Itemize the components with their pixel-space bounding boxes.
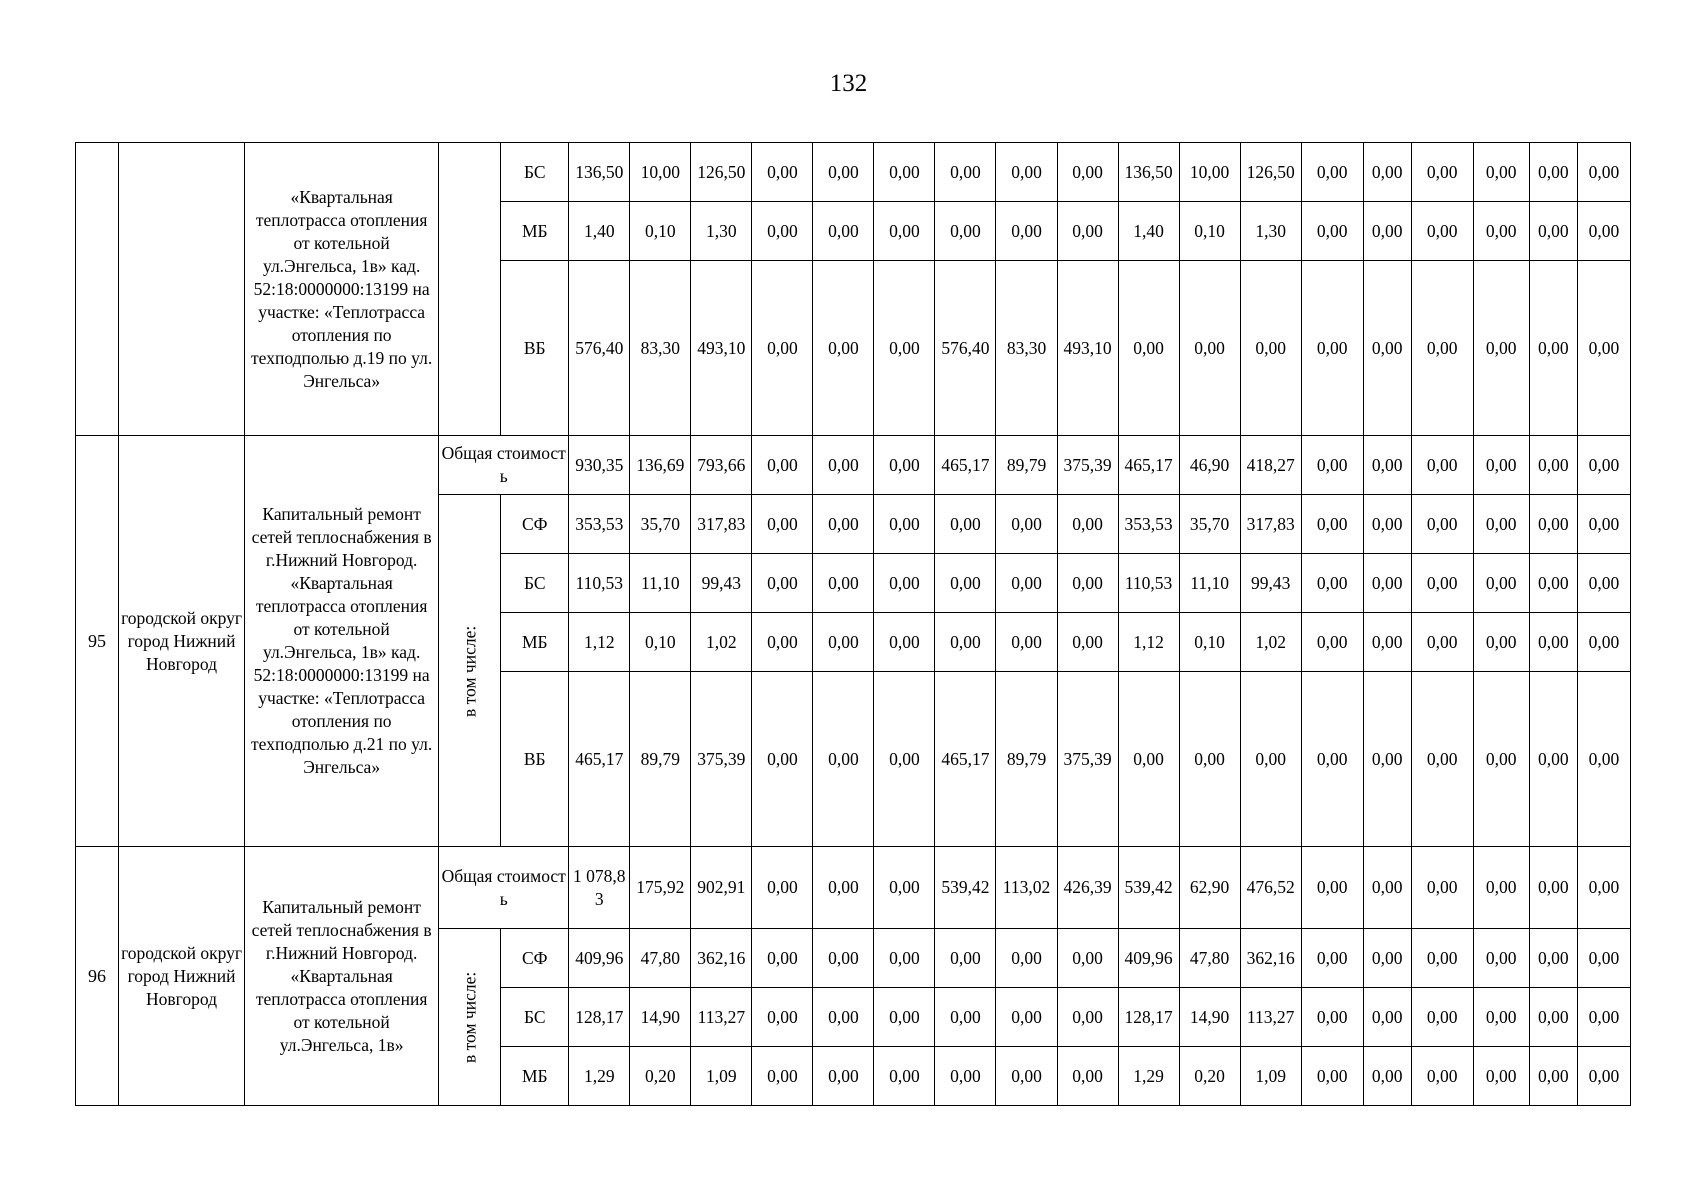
value-cell: 362,16 — [1240, 929, 1301, 988]
value-cell: 375,39 — [691, 672, 752, 847]
value-cell: 0,00 — [813, 847, 874, 929]
value-cell: 0,00 — [874, 143, 935, 202]
value-cell: 0,00 — [1411, 1047, 1473, 1106]
value-cell: 0,00 — [1301, 929, 1363, 988]
value-cell: 128,17 — [1118, 988, 1179, 1047]
value-cell: 0,00 — [1529, 988, 1577, 1047]
value-cell: 0,00 — [1577, 495, 1630, 554]
value-cell: 0,00 — [813, 672, 874, 847]
value-cell: 0,00 — [935, 143, 996, 202]
value-cell: 0,00 — [1057, 1047, 1118, 1106]
value-cell: 0,00 — [1179, 672, 1240, 847]
value-cell: 0,00 — [1411, 202, 1473, 261]
value-cell: 0,00 — [1473, 847, 1529, 929]
value-cell: 0,00 — [935, 495, 996, 554]
table-row — [76, 436, 1631, 495]
value-cell: 0,00 — [996, 143, 1057, 202]
value-cell: 0,00 — [1529, 672, 1577, 847]
value-cell: 83,30 — [630, 261, 691, 436]
value-cell: 465,17 — [1118, 436, 1179, 495]
value-cell: 0,00 — [752, 554, 813, 613]
value-cell: 35,70 — [630, 495, 691, 554]
value-cell: 930,35 — [569, 436, 630, 495]
value-cell: 1,09 — [1240, 1047, 1301, 1106]
funding-source: ВБ — [501, 261, 569, 436]
value-cell: 0,00 — [752, 672, 813, 847]
value-cell: 1,30 — [691, 202, 752, 261]
value-cell: 0,00 — [1577, 847, 1630, 929]
value-cell: 0,00 — [1577, 554, 1630, 613]
value-cell: 1,40 — [569, 202, 630, 261]
value-cell: 1,40 — [1118, 202, 1179, 261]
value-cell: 0,00 — [1363, 613, 1411, 672]
value-cell: 0,00 — [996, 202, 1057, 261]
value-cell: 0,00 — [1411, 613, 1473, 672]
value-cell: 0,10 — [630, 613, 691, 672]
value-cell: 0,00 — [1301, 1047, 1363, 1106]
value-cell: 0,00 — [1363, 261, 1411, 436]
value-cell: 10,00 — [1179, 143, 1240, 202]
value-cell: 0,00 — [813, 143, 874, 202]
value-cell: 0,00 — [1529, 847, 1577, 929]
table-row — [76, 847, 1631, 929]
value-cell: 0,00 — [1473, 261, 1529, 436]
value-cell: 0,00 — [1577, 436, 1630, 495]
value-cell: 0,00 — [874, 988, 935, 1047]
value-cell: 0,00 — [1057, 929, 1118, 988]
value-cell: 0,00 — [935, 1047, 996, 1106]
in-total-label: в том числе: — [439, 495, 501, 847]
value-cell: 0,00 — [874, 495, 935, 554]
value-cell: 136,69 — [630, 436, 691, 495]
value-cell: 110,53 — [569, 554, 630, 613]
value-cell: 0,00 — [1473, 495, 1529, 554]
funding-source: БС — [501, 988, 569, 1047]
value-cell: 0,00 — [1529, 554, 1577, 613]
value-cell: 0,00 — [874, 1047, 935, 1106]
value-cell: 0,00 — [752, 143, 813, 202]
value-cell: 126,50 — [691, 143, 752, 202]
funding-source: СФ — [501, 495, 569, 554]
value-cell: 539,42 — [1118, 847, 1179, 929]
value-cell: 0,10 — [1179, 613, 1240, 672]
value-cell: 1,30 — [1240, 202, 1301, 261]
value-cell: 136,50 — [1118, 143, 1179, 202]
value-cell: 0,00 — [935, 613, 996, 672]
funding-table — [75, 142, 1631, 1106]
value-cell: 0,20 — [630, 1047, 691, 1106]
value-cell: 0,00 — [935, 202, 996, 261]
row-number: 96 — [76, 847, 119, 1106]
value-cell: 375,39 — [1057, 436, 1118, 495]
value-cell: 0,00 — [813, 202, 874, 261]
row-number: 95 — [76, 436, 119, 847]
description-cell: «Квартальная теплотрасса отопления от котельной ул.Энгельса, 1в» кад. 52:18:0000000:13199 на участке: «Теплотрасса отопления по техподполью д.19 по ул. Энгельса» — [245, 143, 439, 436]
value-cell: 0,00 — [752, 261, 813, 436]
value-cell: 89,79 — [630, 672, 691, 847]
region-cell — [119, 143, 245, 436]
value-cell: 0,00 — [1577, 929, 1630, 988]
value-cell: 493,10 — [1057, 261, 1118, 436]
value-cell: 0,00 — [996, 1047, 1057, 1106]
value-cell: 0,00 — [813, 988, 874, 1047]
value-cell: 0,00 — [1473, 988, 1529, 1047]
value-cell: 493,10 — [691, 261, 752, 436]
value-cell: 0,00 — [874, 672, 935, 847]
value-cell: 0,00 — [752, 436, 813, 495]
total-label: Общая стоимость — [439, 847, 569, 929]
value-cell: 0,00 — [1411, 436, 1473, 495]
value-cell: 418,27 — [1240, 436, 1301, 495]
value-cell: 465,17 — [569, 672, 630, 847]
value-cell: 902,91 — [691, 847, 752, 929]
value-cell: 0,00 — [1240, 261, 1301, 436]
value-cell: 0,00 — [1411, 495, 1473, 554]
value-cell: 0,00 — [1529, 929, 1577, 988]
funding-source: МБ — [501, 613, 569, 672]
value-cell: 0,00 — [1411, 847, 1473, 929]
value-cell: 0,00 — [1057, 988, 1118, 1047]
value-cell: 0,00 — [752, 613, 813, 672]
value-cell: 0,00 — [1529, 202, 1577, 261]
value-cell: 11,10 — [1179, 554, 1240, 613]
value-cell: 353,53 — [1118, 495, 1179, 554]
value-cell: 1,12 — [1118, 613, 1179, 672]
value-cell: 0,00 — [1577, 202, 1630, 261]
value-cell: 0,00 — [1363, 988, 1411, 1047]
value-cell: 99,43 — [691, 554, 752, 613]
value-cell: 0,00 — [874, 554, 935, 613]
total-label: Общая стоимость — [439, 436, 569, 495]
value-cell: 0,00 — [1473, 202, 1529, 261]
value-cell: 47,80 — [630, 929, 691, 988]
page-number: 132 — [829, 70, 868, 97]
value-cell: 0,00 — [1363, 436, 1411, 495]
value-cell: 0,20 — [1179, 1047, 1240, 1106]
value-cell: 0,00 — [1118, 261, 1179, 436]
value-cell: 0,00 — [1363, 847, 1411, 929]
value-cell: 0,00 — [752, 988, 813, 1047]
value-cell: 0,00 — [1179, 261, 1240, 436]
value-cell: 0,10 — [630, 202, 691, 261]
value-cell: 1,29 — [1118, 1047, 1179, 1106]
value-cell: 113,02 — [996, 847, 1057, 929]
value-cell: 362,16 — [691, 929, 752, 988]
in-total-label — [439, 143, 501, 436]
value-cell: 0,00 — [1411, 261, 1473, 436]
value-cell: 0,00 — [813, 436, 874, 495]
value-cell: 0,00 — [813, 929, 874, 988]
value-cell: 1,02 — [1240, 613, 1301, 672]
value-cell: 0,00 — [1529, 1047, 1577, 1106]
value-cell: 1,02 — [691, 613, 752, 672]
region-cell: городской округ город Нижний Новгород — [119, 847, 245, 1106]
funding-source: СФ — [501, 929, 569, 988]
value-cell: 0,00 — [1529, 436, 1577, 495]
value-cell: 0,00 — [1363, 929, 1411, 988]
funding-source: МБ — [501, 202, 569, 261]
value-cell: 136,50 — [569, 143, 630, 202]
value-cell: 539,42 — [935, 847, 996, 929]
value-cell: 0,00 — [1577, 988, 1630, 1047]
value-cell: 0,00 — [752, 495, 813, 554]
value-cell: 0,00 — [1363, 143, 1411, 202]
value-cell: 126,50 — [1240, 143, 1301, 202]
value-cell: 0,00 — [1473, 672, 1529, 847]
value-cell: 0,00 — [752, 847, 813, 929]
value-cell: 0,00 — [813, 1047, 874, 1106]
value-cell: 1,09 — [691, 1047, 752, 1106]
value-cell: 89,79 — [996, 436, 1057, 495]
value-cell: 576,40 — [569, 261, 630, 436]
value-cell: 375,39 — [1057, 672, 1118, 847]
value-cell: 0,00 — [1363, 554, 1411, 613]
value-cell: 0,00 — [1577, 613, 1630, 672]
value-cell: 0,00 — [1577, 1047, 1630, 1106]
value-cell: 793,66 — [691, 436, 752, 495]
value-cell: 0,00 — [996, 929, 1057, 988]
value-cell: 426,39 — [1057, 847, 1118, 929]
value-cell: 0,00 — [1577, 261, 1630, 436]
value-cell: 0,00 — [1240, 672, 1301, 847]
value-cell: 0,00 — [1301, 202, 1363, 261]
value-cell: 0,00 — [1411, 672, 1473, 847]
value-cell: 0,00 — [935, 988, 996, 1047]
value-cell: 0,00 — [996, 988, 1057, 1047]
value-cell: 89,79 — [996, 672, 1057, 847]
value-cell: 0,00 — [1057, 554, 1118, 613]
value-cell: 46,90 — [1179, 436, 1240, 495]
value-cell: 0,00 — [1577, 672, 1630, 847]
value-cell: 1,29 — [569, 1047, 630, 1106]
row-number — [76, 143, 119, 436]
value-cell: 47,80 — [1179, 929, 1240, 988]
value-cell: 0,00 — [752, 1047, 813, 1106]
value-cell: 317,83 — [691, 495, 752, 554]
value-cell: 0,00 — [1529, 495, 1577, 554]
value-cell: 0,00 — [1411, 988, 1473, 1047]
value-cell: 0,00 — [1118, 672, 1179, 847]
value-cell: 409,96 — [1118, 929, 1179, 988]
funding-source: БС — [501, 143, 569, 202]
value-cell: 465,17 — [935, 672, 996, 847]
value-cell: 0,00 — [1301, 988, 1363, 1047]
value-cell: 353,53 — [569, 495, 630, 554]
value-cell: 409,96 — [569, 929, 630, 988]
value-cell: 0,00 — [1301, 436, 1363, 495]
value-cell: 62,90 — [1179, 847, 1240, 929]
value-cell: 0,00 — [813, 554, 874, 613]
value-cell: 0,00 — [752, 202, 813, 261]
value-cell: 0,00 — [1473, 554, 1529, 613]
value-cell: 99,43 — [1240, 554, 1301, 613]
value-cell: 11,10 — [630, 554, 691, 613]
funding-source: МБ — [501, 1047, 569, 1106]
value-cell: 175,92 — [630, 847, 691, 929]
value-cell: 0,00 — [874, 929, 935, 988]
value-cell: 0,00 — [1529, 143, 1577, 202]
value-cell: 0,00 — [1301, 554, 1363, 613]
description-cell: Капитальный ремонт сетей теплоснабжения в г.Нижний Новгород. «Квартальная теплотрасса отопления от котельной ул.Энгельса, 1в» кад. 52:18:0000000:13199 на участке: «Теплотрасса отопления по техподполью д.21 по ул. Энгельса» — [245, 436, 439, 847]
table-row — [76, 143, 1631, 202]
value-cell: 0,00 — [1577, 143, 1630, 202]
value-cell: 0,00 — [935, 554, 996, 613]
value-cell: 113,27 — [691, 988, 752, 1047]
value-cell: 14,90 — [630, 988, 691, 1047]
value-cell: 0,00 — [813, 613, 874, 672]
value-cell: 0,00 — [752, 929, 813, 988]
value-cell: 0,00 — [874, 436, 935, 495]
value-cell: 0,00 — [1057, 495, 1118, 554]
value-cell: 83,30 — [996, 261, 1057, 436]
value-cell: 465,17 — [935, 436, 996, 495]
value-cell: 0,00 — [1473, 929, 1529, 988]
value-cell: 0,00 — [996, 554, 1057, 613]
description-cell: Капитальный ремонт сетей теплоснабжения в г.Нижний Новгород. «Квартальная теплотрасса отопления от котельной ул.Энгельса, 1в» — [245, 847, 439, 1106]
value-cell: 0,00 — [996, 613, 1057, 672]
value-cell: 0,00 — [1473, 613, 1529, 672]
value-cell: 0,00 — [1301, 847, 1363, 929]
in-total-label: в том числе: — [439, 929, 501, 1106]
value-cell: 35,70 — [1179, 495, 1240, 554]
value-cell: 0,00 — [1529, 613, 1577, 672]
value-cell: 110,53 — [1118, 554, 1179, 613]
value-cell: 0,00 — [1473, 1047, 1529, 1106]
value-cell: 0,00 — [1411, 929, 1473, 988]
value-cell: 0,00 — [874, 261, 935, 436]
value-cell: 10,00 — [630, 143, 691, 202]
value-cell: 0,00 — [1301, 672, 1363, 847]
value-cell: 0,00 — [1363, 495, 1411, 554]
value-cell: 0,00 — [874, 202, 935, 261]
value-cell: 0,00 — [874, 613, 935, 672]
funding-source: БС — [501, 554, 569, 613]
value-cell: 0,00 — [813, 261, 874, 436]
value-cell: 0,00 — [1411, 554, 1473, 613]
value-cell: 128,17 — [569, 988, 630, 1047]
region-cell: городской округ город Нижний Новгород — [119, 436, 245, 847]
value-cell: 1,12 — [569, 613, 630, 672]
value-cell: 0,00 — [1473, 143, 1529, 202]
value-cell: 14,90 — [1179, 988, 1240, 1047]
value-cell: 0,00 — [1301, 613, 1363, 672]
value-cell: 0,00 — [1057, 202, 1118, 261]
value-cell: 0,00 — [1363, 1047, 1411, 1106]
value-cell: 0,00 — [1301, 495, 1363, 554]
value-cell: 476,52 — [1240, 847, 1301, 929]
value-cell: 0,10 — [1179, 202, 1240, 261]
value-cell: 0,00 — [1363, 202, 1411, 261]
value-cell: 0,00 — [935, 929, 996, 988]
value-cell: 0,00 — [813, 495, 874, 554]
value-cell: 317,83 — [1240, 495, 1301, 554]
value-cell: 0,00 — [1301, 143, 1363, 202]
value-cell: 1 078,83 — [569, 847, 630, 929]
value-cell: 0,00 — [1363, 672, 1411, 847]
value-cell: 0,00 — [874, 847, 935, 929]
value-cell: 0,00 — [1473, 436, 1529, 495]
value-cell: 0,00 — [1057, 143, 1118, 202]
value-cell: 576,40 — [935, 261, 996, 436]
value-cell: 0,00 — [1411, 143, 1473, 202]
value-cell: 0,00 — [996, 495, 1057, 554]
funding-source: ВБ — [501, 672, 569, 847]
value-cell: 113,27 — [1240, 988, 1301, 1047]
value-cell: 0,00 — [1057, 613, 1118, 672]
value-cell: 0,00 — [1301, 261, 1363, 436]
value-cell: 0,00 — [1529, 261, 1577, 436]
